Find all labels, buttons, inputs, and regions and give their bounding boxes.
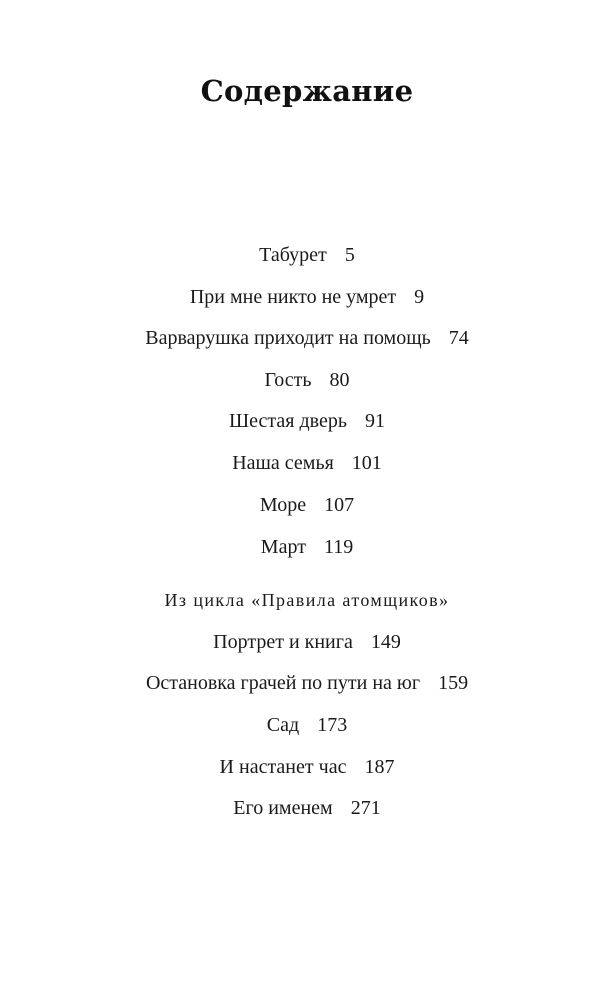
toc-entry-page: 159 xyxy=(438,672,469,694)
toc-entry-page: 173 xyxy=(317,714,348,736)
toc-entry[interactable] xyxy=(0,535,614,559)
toc-entry[interactable] xyxy=(0,713,614,737)
toc-entry[interactable] xyxy=(0,755,614,779)
toc-entry-page: 9 xyxy=(414,286,425,308)
section-heading: Из цикла «Правила атомщиков» xyxy=(164,590,450,610)
toc-entry-page: 149 xyxy=(370,631,401,653)
toc-entry-page: 119 xyxy=(323,536,354,558)
toc-entry[interactable] xyxy=(0,326,614,350)
toc-entry-page: 91 xyxy=(365,410,385,432)
toc-entry[interactable] xyxy=(0,630,614,654)
toc-entry-title: При мне никто не умрет xyxy=(189,286,397,308)
toc-entry-page: 271 xyxy=(350,797,381,819)
page-title: Содержание xyxy=(200,74,414,108)
toc-entry-page: 101 xyxy=(351,452,382,474)
toc-entry-title: Остановка грачей по пути на юг xyxy=(145,672,421,694)
toc-entry[interactable] xyxy=(0,243,614,267)
toc-entry-title: Его именем xyxy=(233,797,333,819)
toc-entry-title: Море xyxy=(259,494,307,516)
toc-entry-page: 107 xyxy=(324,494,355,516)
toc-entry-title: Сад xyxy=(266,714,300,736)
toc-entry-page: 80 xyxy=(329,369,350,391)
toc-entry[interactable] xyxy=(0,493,614,517)
toc-entry-title: Гость xyxy=(264,369,312,391)
toc-entry[interactable] xyxy=(0,451,614,475)
toc-entry[interactable] xyxy=(0,796,614,820)
toc-entry[interactable] xyxy=(0,409,614,433)
toc-entry-title: Наша семья xyxy=(232,452,334,474)
toc-entry-title: Шестая дверь xyxy=(229,410,347,432)
toc-entry-page: 187 xyxy=(364,756,395,778)
toc-entry-title: Табурет xyxy=(259,244,327,266)
toc-entry[interactable] xyxy=(0,368,614,392)
toc-entry-page: 5 xyxy=(344,244,355,266)
toc-entry-page: 74 xyxy=(448,327,469,349)
toc-entry-title: Март xyxy=(260,536,306,558)
toc-entry[interactable] xyxy=(0,671,614,695)
toc-entry-title: Портрет и книга xyxy=(213,631,353,653)
toc-entry-title: И настанет час xyxy=(219,756,347,778)
toc-entry-title: Варварушка приходит на помощь xyxy=(145,327,431,349)
toc-entry[interactable] xyxy=(0,285,614,309)
